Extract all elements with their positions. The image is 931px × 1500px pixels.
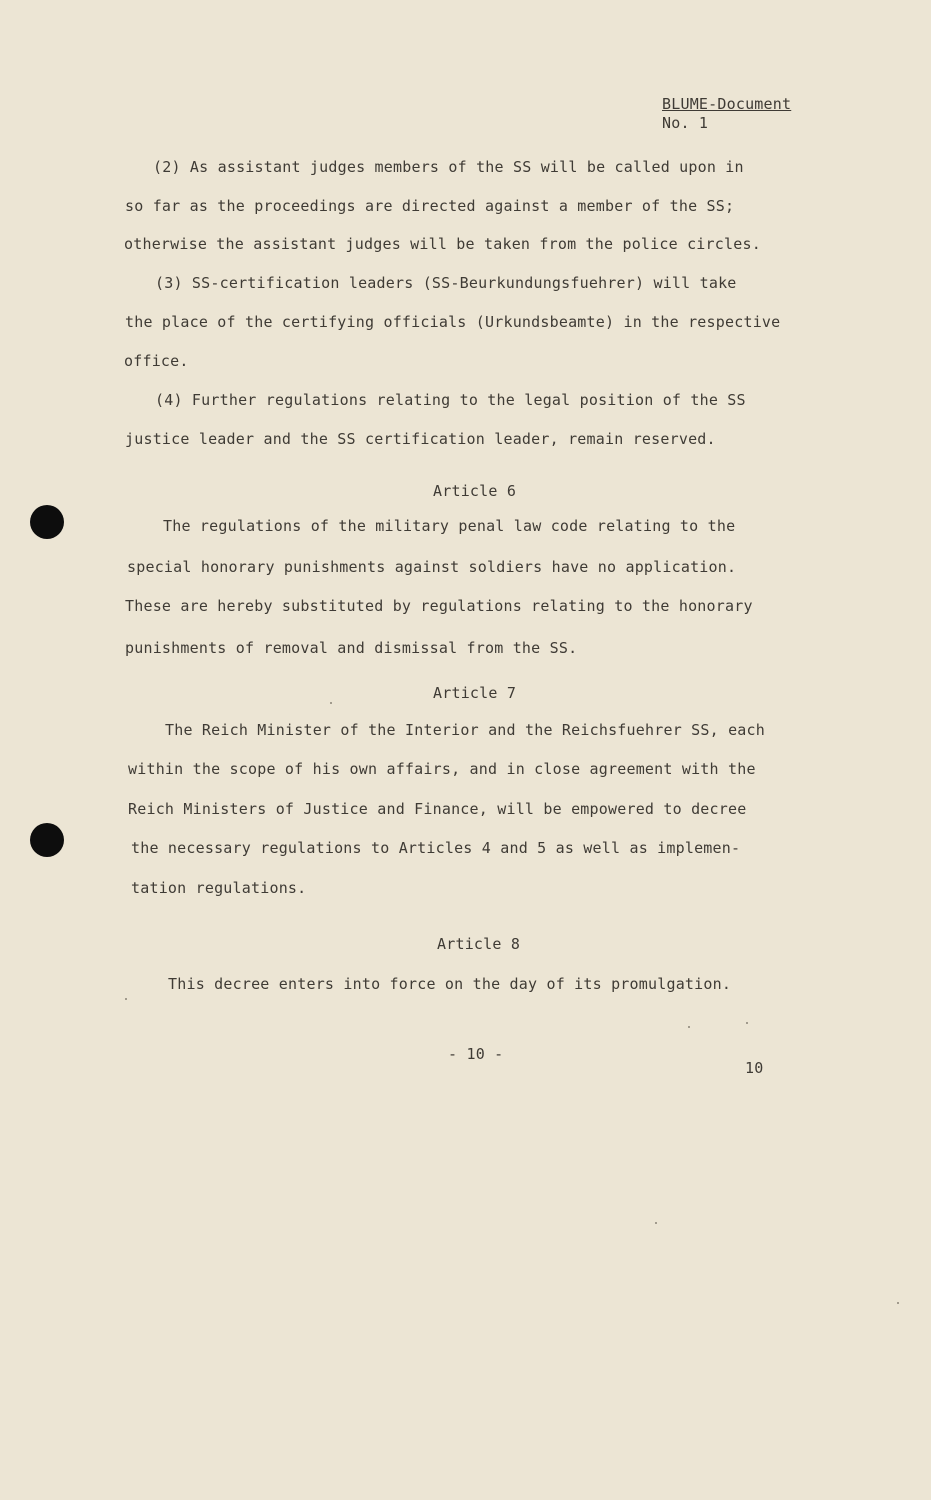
paragraph-line: (4) Further regulations relating to the legal position of the SS (155, 391, 746, 409)
paper-speck (746, 1022, 748, 1024)
punch-hole-top (30, 505, 64, 539)
article-7-heading: Article 7 (433, 684, 517, 702)
paragraph-line: otherwise the assistant judges will be taken from the police circles. (124, 235, 761, 253)
article-8-line: This decree enters into force on the day of its promulgation. (168, 975, 732, 993)
paper-speck (688, 1026, 690, 1028)
page-marker: - 10 - (448, 1045, 504, 1063)
document-reference (662, 95, 791, 133)
paragraph-line: the place of the certifying officials (Urkundsbeamte) in the respective (125, 313, 781, 331)
paragraph-line: office. (124, 352, 189, 370)
paper-speck (125, 998, 127, 1000)
article-7-line: the necessary regulations to Articles 4 and 5 as well as implemen- (131, 839, 741, 857)
paper-speck (897, 1302, 899, 1304)
paragraph-line: justice leader and the SS certification leader, remain reserved. (125, 430, 716, 448)
article-7-line: Reich Ministers of Justice and Finance, will be empowered to decree (128, 800, 747, 818)
article-8-heading: Article 8 (437, 935, 521, 953)
paragraph-line: so far as the proceedings are directed against a member of the SS; (125, 197, 735, 215)
punch-hole-bottom (30, 823, 64, 857)
article-7-line: tation regulations. (131, 879, 307, 897)
page-number: 10 (745, 1059, 764, 1077)
document-number: No. 1 (662, 114, 709, 132)
article-6-line: special honorary punishments against soldiers have no application. (127, 558, 737, 576)
document-title: BLUME-Document (662, 95, 792, 113)
article-6-line: The regulations of the military penal law code relating to the (163, 517, 736, 535)
article-6-heading: Article 6 (433, 482, 517, 500)
paragraph-line: (3) SS-certification leaders (SS-Beurkundungsfuehrer) will take (155, 274, 737, 292)
article-7-line: The Reich Minister of the Interior and the Reichsfuehrer SS, each (165, 721, 765, 739)
paper-speck (330, 702, 332, 704)
article-6-line: These are hereby substituted by regulations relating to the honorary (125, 597, 753, 615)
article-6-line: punishments of removal and dismissal from the SS. (125, 639, 578, 657)
paper-speck (655, 1222, 657, 1224)
article-7-line: within the scope of his own affairs, and in close agreement with the (128, 760, 756, 778)
paragraph-line: (2) As assistant judges members of the SS will be called upon in (153, 158, 744, 176)
